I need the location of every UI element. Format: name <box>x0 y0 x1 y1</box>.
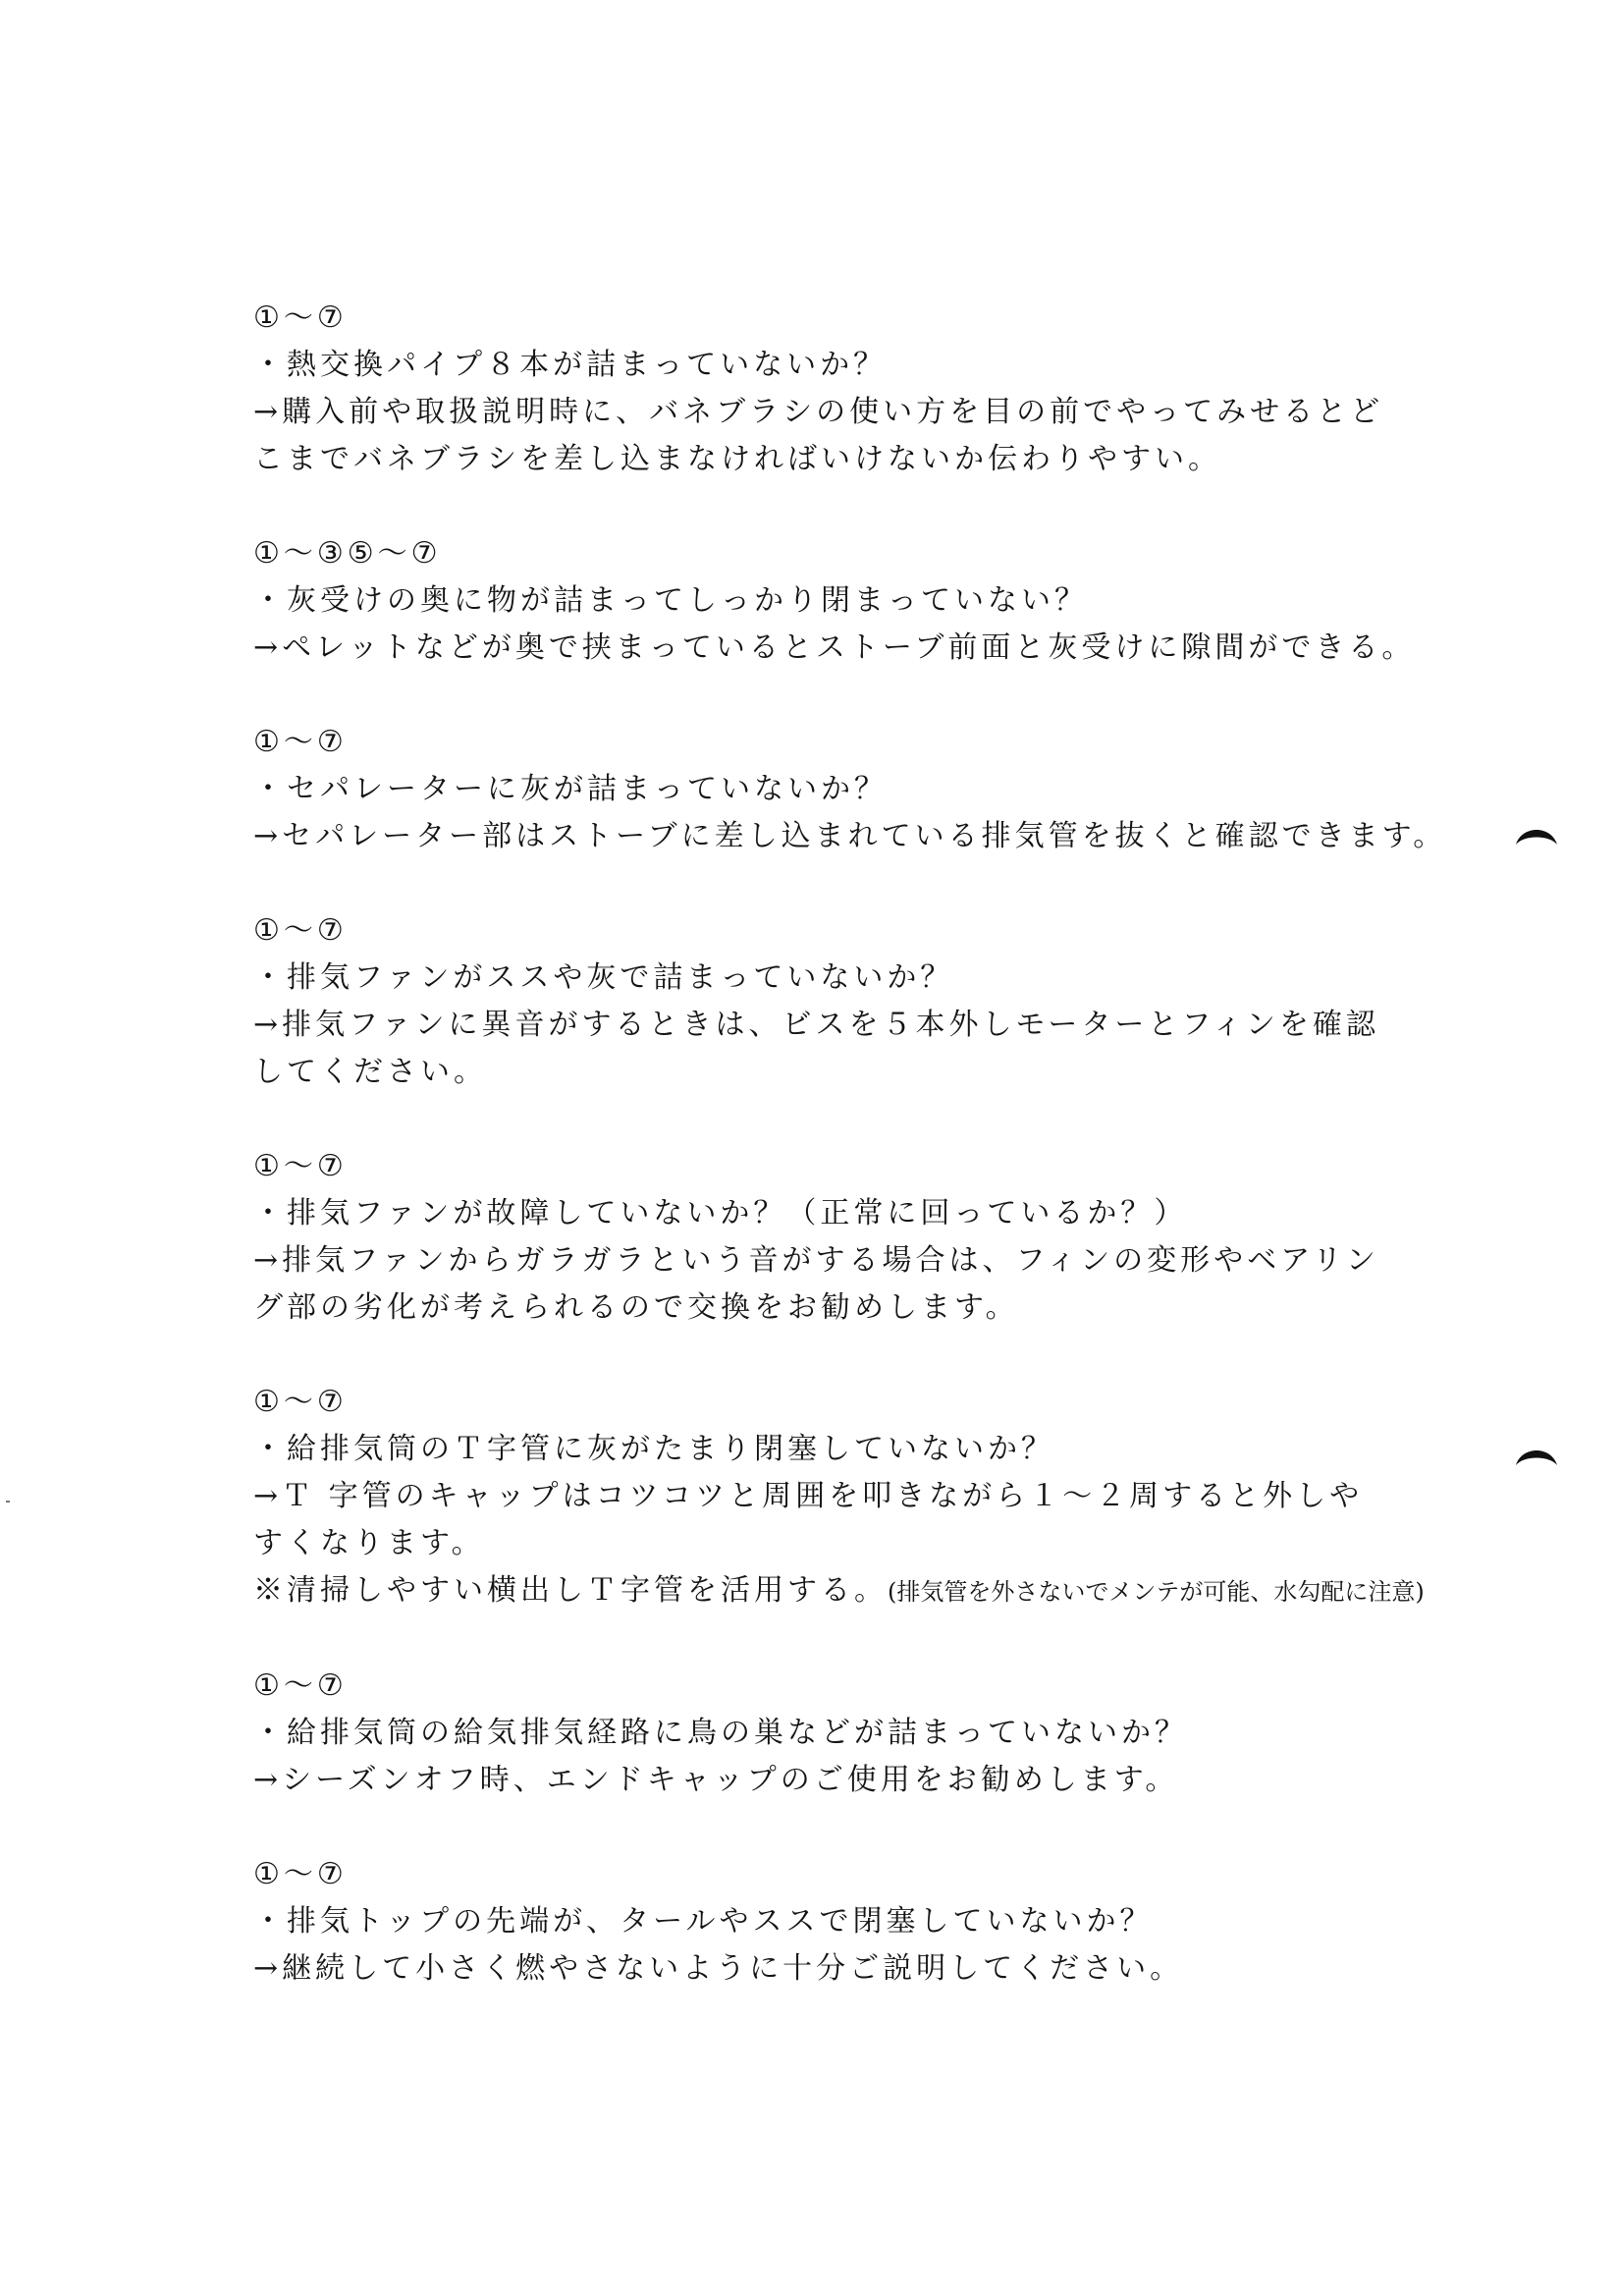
check-note: →シーズンオフ時、エンドキャップのご使用をお勧めします。 <box>253 1763 1179 1797</box>
checklist-item <box>253 907 1392 1096</box>
checklist-item <box>253 719 1447 860</box>
check-note: →排気ファンに異音がするときは、ビスを５本外しモーターとフィンを確認してください。 <box>253 1008 1379 1089</box>
checklist-item <box>253 1379 1425 1615</box>
checklist-item <box>253 1663 1392 1804</box>
check-note: →ペレットなどが奥で挟まっているとストーブ前面と灰受けに隙間ができる。 <box>253 630 1416 665</box>
model-range: ①〜⑦ <box>253 913 348 948</box>
scan-mark <box>6 1501 10 1503</box>
check-note: →継続して小さく燃やさないように十分ご説明してください。 <box>253 1951 1184 1986</box>
checklist-item <box>253 295 1392 483</box>
check-tip-aside: (排気管を外さないでメンテが可能、水勾配に注意) <box>888 1578 1425 1606</box>
binding-hole-mark-icon <box>1514 1440 1559 1469</box>
check-item: ・給排気筒の給気排気経路に鳥の巣などが詰まっていないか？ <box>253 1716 1188 1750</box>
check-item: ・灰受けの奥に物が詰まってしっかり閉まっていない？ <box>253 583 1088 618</box>
check-tip <box>253 1567 1425 1615</box>
check-item: ・給排気筒のＴ字管に灰がたまり閉塞していないか？ <box>253 1432 1054 1466</box>
check-note: →Ｔ 字管のキャップはコツコツと周囲を叩きながら１〜２周すると外しやすくなります。 <box>253 1479 1364 1560</box>
model-range: ①〜⑦ <box>253 1668 348 1703</box>
check-tip-text: ※清掃しやすい横出しＴ字管を活用する。 <box>253 1573 888 1608</box>
checklist-item <box>253 530 1416 672</box>
model-range: ①〜③⑤〜⑦ <box>253 536 442 571</box>
check-item: ・熱交換パイプ８本が詰まっていないか？ <box>253 348 888 382</box>
checklist-item <box>253 1143 1392 1332</box>
check-item: ・排気トップの先端が、タールやススで閉塞していないか？ <box>253 1904 1154 1939</box>
checklist-item <box>253 1851 1392 1993</box>
model-range: ①〜⑦ <box>253 1857 348 1891</box>
check-note: →購入前や取扱説明時に、バネブラシの使い方を目の前でやってみせるとどこまでバネブラシを差し込まなければいけないか伝わりやすい。 <box>253 395 1384 476</box>
check-note: →セパレーター部はストーブに差し込まれている排気管を抜くと確認できます。 <box>253 819 1447 853</box>
model-range: ①〜⑦ <box>253 1385 348 1419</box>
check-item: ・排気ファンがススや灰で詰まっていないか？ <box>253 960 954 995</box>
check-item: ・セパレーターに灰が詰まっていないか？ <box>253 772 888 806</box>
checklist <box>253 295 1447 2040</box>
model-range: ①〜⑦ <box>253 1149 348 1183</box>
model-range: ①〜⑦ <box>253 301 348 335</box>
model-range: ①〜⑦ <box>253 725 348 759</box>
check-note: →排気ファンからガラガラという音がする場合は、フィンの変形やベアリング部の劣化が考えられるので交換をお勧めします。 <box>253 1243 1379 1325</box>
check-item: ・排気ファンが故障していないか？（正常に回っているか？） <box>253 1196 1188 1230</box>
binding-hole-mark-icon <box>1514 819 1559 848</box>
